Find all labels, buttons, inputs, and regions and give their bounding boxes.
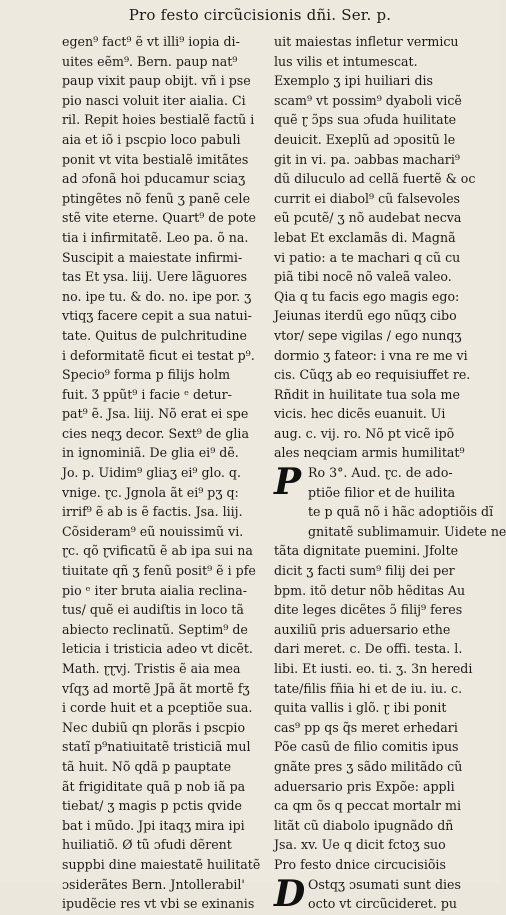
text-line: dite leges dicẽtes ɔ̃ filij⁹ feres (274, 602, 463, 618)
decorated-initial-d: D (274, 872, 306, 915)
text-line: dormio ʒ fateor: i vna re me vi (274, 347, 468, 363)
text-line: octo vt circũcideret. pu (308, 896, 458, 912)
text-line: Jsa. xv. Ue q dicit fctoʒ suo (274, 837, 446, 853)
text-line: tã huit. Nõ qdã p pauptate (62, 758, 232, 774)
text-line: vnige. ɽc. Jgnola ãt ei⁹ pʒ q: (62, 484, 239, 500)
text-line: ales neqciam armis humilitat⁹ (274, 445, 465, 461)
text-line: i corde huit et a pceptiõe sua. (62, 700, 253, 716)
text-line: dũ diluculo ad cellã fuertẽ & oc (274, 171, 476, 187)
text-line: pat⁹ ẽ. Jsa. liij. Nõ erat ei spe (62, 406, 249, 422)
text-line: git in vi. pa. ɔabbas machari⁹ (274, 151, 460, 167)
text-line: Qia q tu facis ego magis ego: (274, 288, 460, 304)
text-line: vſqʒ ad mortẽ Jpã ãt mortẽ fʒ (62, 680, 250, 696)
text-line: auxiliũ pris aduersario ethe (274, 621, 451, 637)
text-line: uites eẽm⁹. Bern. paup nat⁹ (62, 53, 238, 69)
text-line: Suscipit a maiestate infirmi- (62, 249, 243, 265)
text-line: piã tibi nocẽ nõ valeã valeo. (274, 269, 452, 285)
text-line: ril. Repit hoies bestialẽ factũ i (62, 112, 255, 128)
text-line: deuicit. Exeplũ ad ɔpositũ le (274, 131, 456, 147)
left-column (62, 32, 268, 914)
text-line: vicis. hec dicẽs euanuit. Ui (274, 406, 446, 422)
initial-paragraph-2 (274, 872, 480, 915)
text-line: pio ᵉ iter bruta aialia reclina- (62, 582, 247, 598)
text-line: tiuitate qñ ʒ fenũ posit⁹ ẽ i pfe (62, 563, 256, 579)
text-line: ca qm õs q peccat mortalr mi (274, 798, 462, 814)
text-line: aug. c. vij. ro. Nõ pt vicẽ ipõ (274, 425, 455, 441)
text-line: lebat Et exclamãs di. Magnã (274, 229, 456, 245)
decorated-initial-p: P (274, 461, 302, 504)
text-line: ptingẽtes nõ fenũ ʒ panẽ cele (62, 190, 251, 206)
text-line: Nec dubiũ qn plorãs i pscpio (62, 719, 246, 735)
text-line: aia et iõ i pscpio loco pabuli (62, 131, 241, 147)
text-line: irrif⁹ ẽ ab is ẽ factis. Jsa. liij. (62, 504, 243, 520)
text-line: currit ei diabol⁹ cũ falsevoles (274, 190, 461, 206)
text-line: cies neqʒ decor. Sext⁹ de glia (62, 425, 249, 441)
text-line: tate. Quitus de pulchritudine (62, 327, 247, 343)
text-line: no. ipe tu. & do. no. ipe por. ʒ (62, 288, 252, 304)
text-line: uit maiestas infletur vermicu (274, 34, 459, 49)
text-line: gnãte pres ʒ sãdo militãdo cũ (274, 758, 463, 774)
text-line: in ignominiã. De glia ei⁹ dẽ. (62, 445, 239, 461)
initial-1-text (274, 463, 506, 541)
text-line: Jo. p. Uidim⁹ gliaʒ ei⁹ glo. q. (62, 465, 241, 481)
right-column-mid-text (274, 541, 480, 874)
text-line: Rñdit in huilitate tua sola me (274, 386, 460, 402)
text-line: suppbi dine maiestatẽ huilitatẽ (62, 856, 261, 872)
running-head: Pro festo circũcisionis dñi. Ser. p. (128, 6, 392, 24)
text-line: cas⁹ pp qs q̃s meret erhedari (274, 719, 458, 735)
text-line: lus vilis et intumescat. (274, 53, 418, 69)
text-line: fuit. Ʒ ppũt⁹ i facie ᵉ detur- (62, 386, 232, 402)
text-line: tãta dignitate puemini. Jfolte (274, 543, 459, 559)
text-line: tus/ quẽ ei audiſtis in loco tã (62, 602, 244, 618)
text-line: dari meret. c. De offi. testa. l. (274, 641, 463, 657)
text-line: te p quã nõ i hãc adoptiõis dĩ (308, 504, 494, 520)
right-column-top-text (274, 32, 480, 463)
text-line: cis. Cũqʒ ab eo requisiuffet re. (274, 367, 471, 383)
text-line: vtor/ sepe vigilas / ego nunqʒ (274, 327, 462, 343)
text-line: quẽ ɽ ɔ̃ps sua ɔfuda huilitate (274, 112, 457, 128)
text-line: dicit ʒ facti sum⁹ filij dei per (274, 563, 455, 579)
text-line: Pro festo dnice circucisiõis (274, 856, 446, 872)
text-line: paup vixit paup obijt. vñ i pse (62, 73, 251, 89)
text-line: stẽ vite eterne. Quart⁹ de pote (62, 210, 256, 226)
text-line: i deformitatẽ ficut ei testat p⁹. (62, 347, 255, 363)
text-line: statĩ p⁹natiuitatẽ tristiciã mul (62, 739, 251, 755)
text-line: ɔsiderãtes Bern. Jntollerabil' (62, 876, 245, 892)
text-line: tiebat/ ʒ magis p pctis qvide (62, 798, 242, 814)
text-line: tas Et ysa. liij. Uere lãguores (62, 269, 248, 285)
text-line: Ostqʒ ɔsumati sunt dies (308, 876, 461, 892)
text-line: Ro 3°. Aud. ɽc. de ado- (308, 465, 453, 481)
text-line: ipudẽcie res vt vbi se exinanis (62, 896, 255, 912)
text-line: ɽc. qõ ɽvificatũ ẽ ab ipa sui na (62, 543, 253, 559)
text-line: libi. Et iusti. eo. ti. ʒ. 3n heredi (274, 661, 473, 676)
text-line: scam⁹ vt possim⁹ dyaboli vicẽ (274, 92, 462, 108)
text-line: Jeiunas iterdũ ego nũqʒ cibo (274, 308, 457, 324)
text-line: litãt cũ diabolo ipugnãdo dñ (274, 817, 454, 833)
text-line: bpm. itõ detur nõb hẽditas Au (274, 582, 466, 598)
text-line: Specio⁹ forma p filijs holm (62, 367, 231, 383)
initial-paragraph-1 (274, 461, 506, 541)
text-line: Math. ɽɽvj. Tristis ẽ aia mea (62, 661, 241, 676)
text-line: ãt frigiditate quã p nob iã pa (62, 778, 246, 794)
text-line: ponit vt vita bestialẽ imitãtes (62, 151, 249, 167)
text-line: tia i infirmitatẽ. Leo pa. õ na. (62, 229, 249, 245)
text-line: gnitatẽ sublimamuir. Uidete ne (308, 523, 506, 539)
text-line: abiecto reclinatũ. Septim⁹ de (62, 621, 248, 637)
text-line: vi patio: a te machari q cũ cu (274, 249, 461, 265)
text-line: Põe casũ de filio comitis ipus (274, 739, 459, 755)
text-line: aduersario pris Expõe: appli (274, 778, 455, 794)
text-line: leticia i tristicia adeo vt dicẽt. (62, 641, 253, 657)
text-line: ad ɔfonã hoi pducamur sciaʒ (62, 171, 246, 187)
text-line: vtiqʒ facere cepit a sua natui- (62, 308, 252, 324)
text-line: eũ pcutẽ/ ʒ nõ audebat necva (274, 210, 462, 226)
text-line: Cõsideram⁹ eũ nouissimũ vi. (62, 523, 244, 539)
text-line: huiliatiõ. Ø tũ ɔfudi dẽrent (62, 837, 232, 853)
right-column (274, 32, 506, 915)
text-line: egen⁹ fact⁹ ẽ vt illi⁹ iopia di- (62, 34, 240, 49)
text-line: bat i mũdo. Jpi itaqʒ mira ipi (62, 817, 245, 833)
text-line: pio nasci voluit iter aialia. Ci (62, 92, 246, 108)
text-line: Exemplo ʒ ipi huiliari dis (274, 73, 434, 89)
text-line: ptiõe filior et de huilita (308, 484, 456, 500)
text-line: quita vallis i glõ. ɽ ibi ponit (274, 700, 447, 716)
text-line: tate/filis fñia hi et de iu. iu. c. (274, 680, 463, 696)
